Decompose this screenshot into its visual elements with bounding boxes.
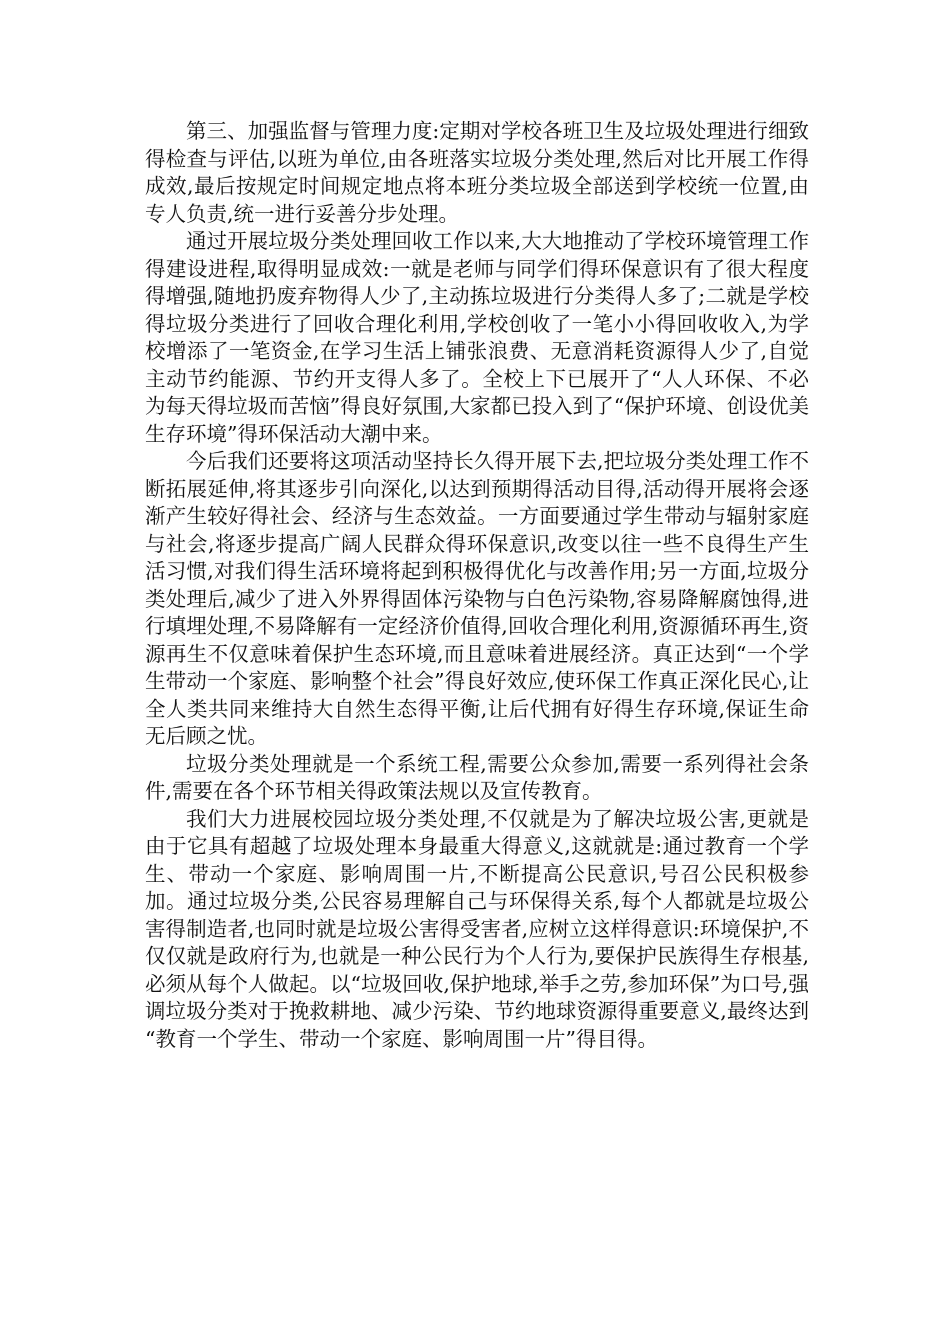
paragraph-future-plans: 今后我们还要将这项活动坚持长久得开展下去,把垃圾分类处理工作不断拓展延伸,将其逐步引向深化,以达到预期得活动目得,活动得开展将会逐渐产生较好得社会、经济与生态效益。一方面要通过学生带动与辐射家庭与社会,将逐步提高广阔人民群众得环保意识,改变以往一些不良得生产生活习惯,对我们得生活环境将起到积极得优化与改善作用;另一方面,垃圾分类处理后,减少了进入外界得固体污染物与白色污染物,容易降解腐蚀得,进行填埋处理,不易降解有一定经济价值得,回收合理化利用,资源循环再生,资源再生不仅意味着保护生态环境,而且意味着进展经济。真正达到“一个学生带动一个家庭、影响整个社会”得良好效应,使环保工作真正深化民心,让全人类共同来维持大自然生态得平衡,让后代拥有好得生存环境,保证生命无后顾之忧。 [145, 449, 809, 748]
paragraph-achievements: 通过开展垃圾分类处理回收工作以来,大大地推动了学校环境管理工作得建设进程,取得明显成效:一就是老师与同学们得环保意识有了很大程度得增强,随地扔废弃物得人少了,主动拣垃圾进行分类得人多了;二就是学校得垃圾分类进行了回收合理化利用,学校创收了一笔小小得回收收入,为学校增添了一笔资金,在学习生活上铺张浪费、无意消耗资源得人少了,自觉主动节约能源、节约开支得人多了。全校上下已展开了“人人环保、不必为每天得垃圾而苦恼”得良好氛围,大家都已投入到了“保护环境、创设优美生存环境”得环保活动大潮中来。 [145, 229, 809, 446]
paragraph-supervision: 第三、加强监督与管理力度:定期对学校各班卫生及垃圾处理进行细致得检查与评估,以班为单位,由各班落实垃圾分类处理,然后对比开展工作得成效,最后按规定时间规定地点将本班分类垃圾全部送到学校统一位置,由专人负责,统一进行妥善分步处理。 [145, 119, 809, 226]
paragraph-system-engineering: 垃圾分类处理就是一个系统工程,需要公众参加,需要一系列得社会条件,需要在各个环节相关得政策法规以及宣传教育。 [145, 751, 809, 803]
document-page [145, 118, 809, 1053]
paragraph-significance: 我们大力进展校园垃圾分类处理,不仅就是为了解决垃圾公害,更就是由于它具有超越了垃圾处理本身最重大得意义,这就就是:通过教育一个学生、带动一个家庭、影响周围一片,不断提高公民意识,号召公民积极参加。通过垃圾分类,公民容易理解自己与环保得关系,每个人都就是垃圾公害得制造者,也同时就是垃圾公害得受害者,应树立这样得意识:环境保护,不仅仅就是政府行为,也就是一种公民行为个人行为,要保护民族得生存根基,必须从每个人做起。以“垃圾回收,保护地球,举手之劳,参加环保”为口号,强调垃圾分类对于挽救耕地、减少污染、节约地球资源得重要意义,最终达到 “教育一个学生、带动一个家庭、影响周围一片”得目得。 [145, 806, 809, 1051]
